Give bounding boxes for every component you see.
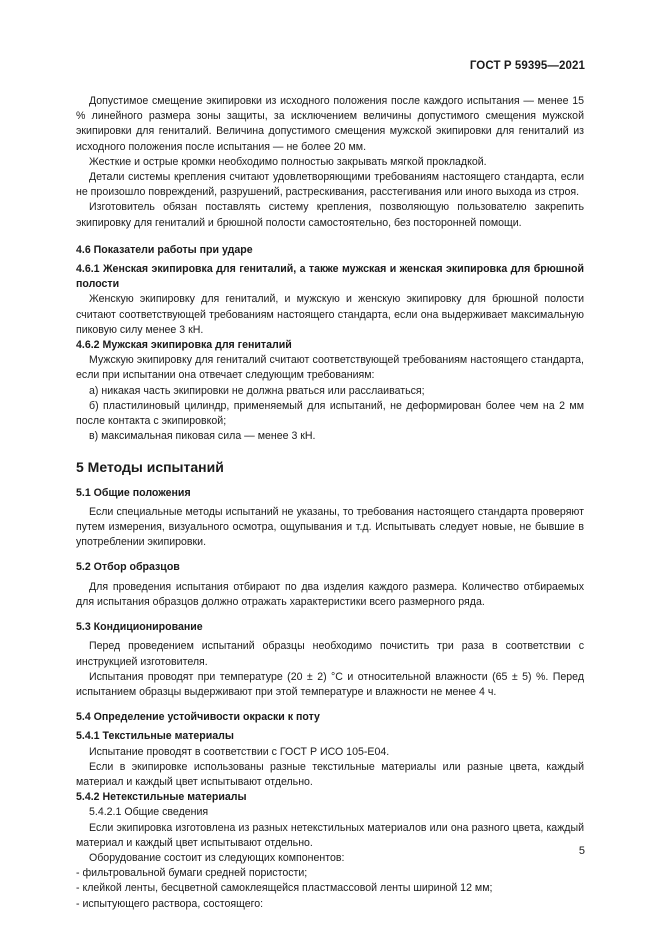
- list-item: б) пластилиновый цилиндр, применяемый для испытаний, не деформирован более чем на 2 мм после контакта с экипировкой;: [76, 399, 584, 428]
- paragraph: Изготовитель обязан поставлять систему крепления, позволяющую пользователю закрепить экипировку для гениталий и брюшной полости самостоятельно, без посторонней помощи.: [76, 201, 584, 229]
- paragraph: Если экипировка изготовлена из разных нетекстильных материалов или она разного цвета, каждый материал и каждый цвет испытывают отдельно.: [76, 821, 584, 849]
- page-content: [76, 94, 584, 912]
- paragraph: Для проведения испытания отбирают по два изделия каждого размера. Количество отбираемых для испытания образцов должно отражать характеристики всего размерного ряда.: [76, 580, 584, 608]
- paragraph: Допустимое смещение экипировки из исходного положения после каждого испытания — менее 15 % линейного размера зоны защиты, за исключением величины допустимого смещения мужской экипировки для гениталий. Величина допустимого смещения мужской экипировки для гениталий из исходного положения после испытания — не более 20 мм.: [76, 95, 584, 153]
- subsection-heading: 4.6.2 Мужская экипировка для гениталий: [76, 339, 292, 352]
- list-item: - испытующего раствора, состоящего:: [76, 897, 264, 910]
- paragraph: Женскую экипировку для гениталий, и мужскую и женскую экипировку для брюшной полости считают соответствующей требованиям настоящего стандарта, если она выдерживает максимальную пиковую силу менее 3 кН.: [76, 293, 584, 336]
- paragraph: Испытание проводят в соответствии с ГОСТ Р ИСО 105-Е04.: [89, 745, 390, 758]
- section-heading: 4.6 Показатели работы при ударе: [76, 243, 253, 256]
- section-heading: 5.4 Определение устойчивости окраски к поту: [76, 711, 320, 724]
- list-item: а) никакая часть экипировки не должна рваться или расслаиваться;: [89, 384, 425, 397]
- paragraph: Мужскую экипировку для гениталий считают соответствующей требованиям настоящего стандарта, если при испытании она отвечает следующим требованиям:: [76, 354, 584, 382]
- paragraph: Перед проведением испытаний образцы необходимо почистить три раза в соответствии с инструкцией изготовителя.: [76, 640, 584, 668]
- clause-heading: 5.4.2.1 Общие сведения: [89, 806, 209, 819]
- subsection-heading: 5.4.1 Текстильные материалы: [76, 730, 234, 743]
- subsection-heading: 5.4.2 Нетекстильные материалы: [76, 791, 247, 804]
- paragraph: Если специальные методы испытаний не указаны, то требования настоящего стандарта проверяют путем измерения, визуального осмотра, ощупывания и т.д. Испытывать следует новые, не бывшие в употреблении экипировки.: [76, 505, 584, 549]
- document-code-header: ГОСТ Р 59395—2021: [469, 60, 585, 72]
- paragraph: Испытания проводят при температуре (20 ± 2) °С и относительной влажности (65 ± 5) %. Перед испытанием образцы выдерживают при этой температуре и влажности не менее 4 ч.: [76, 670, 584, 698]
- paragraph: Оборудование состоит из следующих компонентов:: [89, 851, 345, 864]
- paragraph: Детали системы крепления считают удовлетворяющими требованиям настоящего стандарта, если не произошло повреждений, разрушений, растрескивания, расстегивания или иного выхода из строя.: [76, 171, 584, 199]
- list-item: - клейкой ленты, бесцветной самоклеящейся пластмассовой ленты шириной 12 мм;: [76, 882, 493, 895]
- subsection-heading: 4.6.1 Женская экипировка для гениталий, а также мужская и женская экипировка для брюшной полости: [76, 263, 584, 291]
- section-heading: 5.3 Кондиционирование: [76, 621, 203, 634]
- paragraph: Жесткие и острые кромки необходимо полностью закрывать мягкой прокладкой.: [89, 155, 487, 168]
- section-heading: 5.1 Общие положения: [76, 486, 191, 499]
- page-number: 5: [578, 845, 585, 857]
- list-item: - фильтровальной бумаги средней пористости;: [76, 867, 308, 880]
- chapter-heading: 5 Методы испытаний: [76, 459, 224, 476]
- section-heading: 5.2 Отбор образцов: [76, 561, 180, 574]
- paragraph: Если в экипировке использованы разные текстильные материалы или разные цвета, каждый материал и каждый цвет испытывают отдельно.: [76, 760, 584, 788]
- list-item: в) максимальная пиковая сила — менее 3 кН.: [89, 430, 316, 443]
